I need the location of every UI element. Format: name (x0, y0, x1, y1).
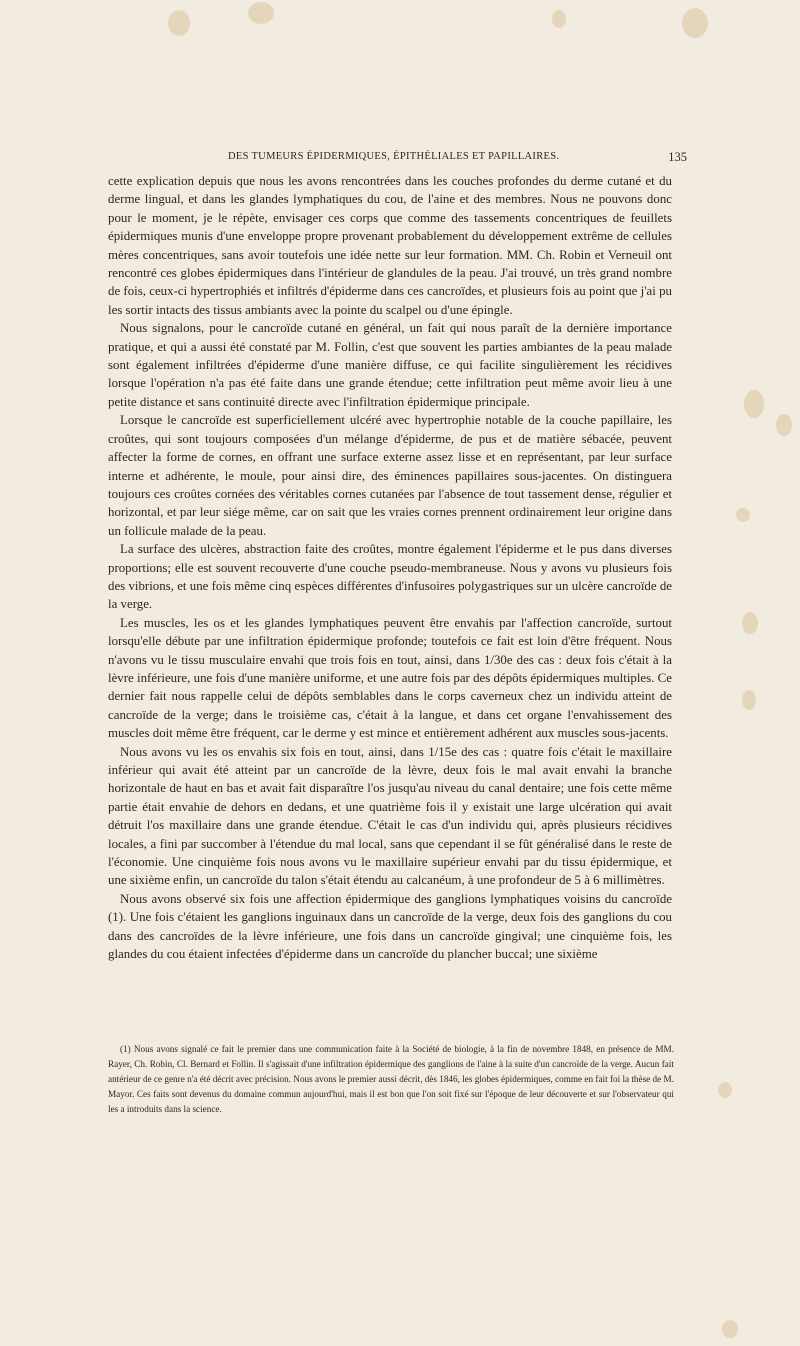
paragraph: Les muscles, les os et les glandes lymphatiques peuvent être envahis par l'affection cancroïde, surtout lorsqu'elle débute par une infiltration épidermique profonde; toutefois ce fait est loin d'être fréquent. Nous n'avons vu le tissu musculaire envahi que trois fois en tout, ainsi, dans 1/30e des cas : deux fois c'était à la lèvre inférieure, une fois d'une manière uniforme, et une autre fois par des dépôts épidermiques multiples. Ce dernier fait nous rappelle celui de dépôts semblables dans le corps caverneux chez un individu atteint de cancroïde de la verge; dans le troisième cas, c'était à la langue, et dans cet organe l'envahissement des muscles doit même être fréquent, car le derme y est mince et entièrement adhérent aux muscles sous-jacents. (108, 615, 672, 741)
foxing-stain (742, 690, 756, 710)
paragraph: cette explication depuis que nous les avons rencontrées dans les couches profondes du derme cutané et du derme lingual, et dans les glandes lymphatiques du cou, de l'aine et des membres. Nous ne pouvons donc pour le moment, je le répète, envisager ces corps que comme des tassements concentriques de feuillets épidermiques munis d'une enveloppe propre provenant probablement du développement extrême de cellules mères concentriques, sans avoir toutefois une idée nette sur leur formation. MM. Ch. Robin et Verneuil ont rencontré ces globes épidermiques dans l'intérieur de glandules de la peau. J'ai trouvé, un très grand nombre de fois, ceux-ci hypertrophiés et infiltrés d'épiderme dans ces cancroïdes, et plusieurs fois au point que j'ai pu les sortir intacts des tissus ambiants avec la pointe du scalpel ou d'une épingle. (108, 174, 672, 317)
foxing-stain (718, 1082, 732, 1098)
footnote: (1) Nous avons signalé ce fait le premier dans une communication faite à la Société de biologie, à la fin de novembre 1848, en présence de MM. Rayer, Ch. Robin, Cl. Bernard et Follin. Il s'agissait d'une infiltration épidermique des ganglions de l'aine à la suite d'un cancroïde de la verge. Aucun fait antérieur de ce genre n'a été décrit avec précision. Nous avons le premier aussi décrit, dès 1846, les globes épidermiques, comme en fait foi la thèse de M. Mayor. Ces faits sont devenus du domaine commun aujourd'hui, mais il est bon que l'on soit fixé sur l'époque de leur découverte et sur l'observateur qui les a introduits dans la science. (108, 1044, 674, 1114)
foxing-stain (776, 414, 792, 436)
paragraph: Nous signalons, pour le cancroïde cutané en général, un fait qui nous paraît de la dernière importance pratique, et qui a aussi été constaté par M. Follin, c'est que souvent les parties ambiantes de la peau malade sont également infiltrées d'épiderme d'une manière diffuse, ce qui facilite singulièrement les récidives lorsque l'opération n'a pas été faite dans une grande étendue; cette infiltration peut même avoir lieu à une petite distance et sans continuité directe avec l'infiltration épidermique principale. (108, 321, 672, 409)
running-title: DES TUMEURS ÉPIDERMIQUES, ÉPITHÉLIALES ET PAPILLAIRES. (228, 151, 560, 162)
foxing-stain (552, 10, 566, 28)
paragraph: Nous avons observé six fois une affection épidermique des ganglions lymphatiques voisins du cancroïde (1). Une fois c'étaient les ganglions inguinaux dans un cancroïde de la verge, deux fois des ganglions du cou dans des cancroïdes de la lèvre inférieure, une fois dans un cancroïde gingival; une cinquième fois, les glandes du cou étaient infectées d'épiderme dans un cancroïde du plancher buccal; une sixième (108, 891, 672, 962)
foxing-stain (744, 390, 764, 418)
foxing-stain (742, 612, 758, 634)
paragraph: La surface des ulcères, abstraction faite des croûtes, montre également l'épiderme et le pus dans diverses proportions; elle est souvent recouverte d'une couche pseudo-membraneuse. Nous y avons vu plusieurs fois des vibrions, et une fois même cinq espèces différentes d'infusoires polygastriques sur un ulcère cancroïde de la verge. (108, 542, 672, 612)
foxing-stain (722, 1320, 738, 1338)
page-number: 135 (668, 150, 687, 164)
footnotes (108, 1042, 674, 1117)
foxing-stain (736, 508, 750, 522)
paragraph: Nous avons vu les os envahis six fois en tout, ainsi, dans 1/15e des cas : quatre fois c'était le maxillaire inférieur qui avait été atteint par un cancroïde de la lèvre, deux fois le mal avait envahi la branche horizontale de haut en bas et avait fait disparaître l'os jusqu'au niveau du canal dentaire; une fois cette même partie était envahie de dehors en dedans, et une quatrième fois il y existait une large ulcération qui avait détruit l'os maxillaire dans une grande étendue. C'était le cas d'un individu qui, après plusieurs récidives locales, a fini par succomber à l'étendue du mal local, sans que cependant il se fût généralisé dans le reste de l'économie. Une cinquième fois nous avons vu le maxillaire supérieur envahi par du tissu épidermique, et une sixième enfin, un cancroïde du talon s'était étendu au calcanéum, à une profondeur de 5 à 6 millimètres. (108, 744, 672, 888)
page-header (108, 147, 700, 167)
foxing-stain (248, 2, 274, 24)
paragraph: Lorsque le cancroïde est superficiellement ulcéré avec hypertrophie notable de la couche papillaire, les croûtes, qui sont toujours composées d'un mélange d'épiderme, de pus et de matière sébacée, peuvent affecter la forme de cornes, en offrant une surface externe assez lisse et en représentant, par leur surface interne et adhérente, le moule, pour ainsi dire, des éminences papillaires sous-jacentes. On distinguera toujours ces croûtes cornées des véritables cornes cutanées par l'absence de tout tassement dense, régulier et horizontal, et par leur siége même, car on sait que les vraies cornes prennent ordinairement leur origine dans un follicule malade de la peau. (108, 413, 672, 538)
foxing-stain (682, 8, 708, 38)
body-text (108, 172, 672, 963)
foxing-stain (168, 10, 190, 36)
